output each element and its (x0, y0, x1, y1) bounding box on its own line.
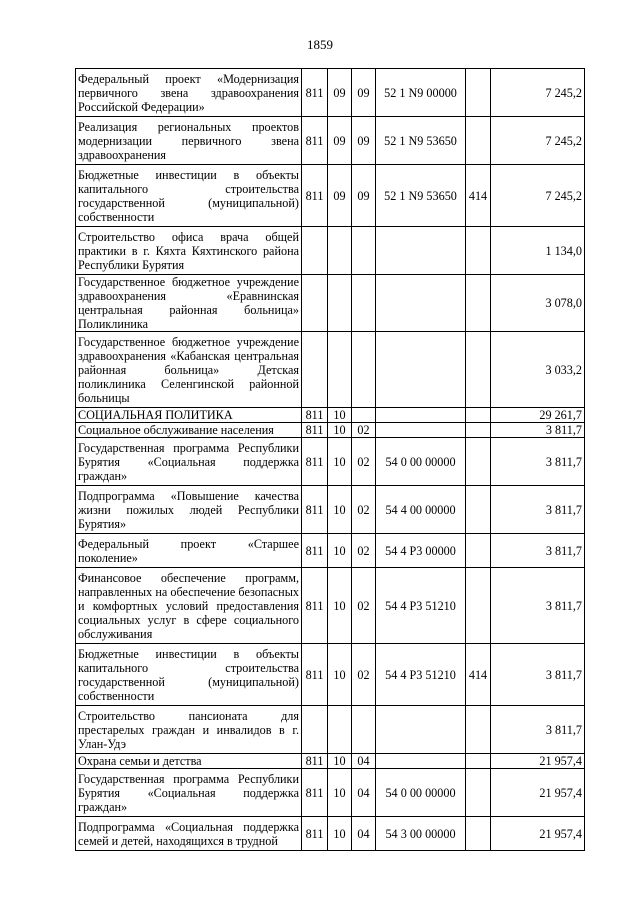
expense-type-code (466, 423, 491, 438)
amount: 21 957,4 (491, 769, 585, 817)
target-article-code (376, 423, 466, 438)
subsection-code: 04 (352, 754, 376, 769)
amount: 1 134,0 (491, 227, 585, 275)
target-article-code: 52 1 N9 00000 (376, 69, 466, 117)
table-row (76, 754, 585, 769)
expense-type-code (466, 706, 491, 754)
item-name: Подпрограмма «Социальная поддержка семей и детей, находящихся в трудной (76, 817, 302, 851)
section-code: 09 (328, 165, 352, 227)
table-row (76, 408, 585, 423)
admin-code (302, 706, 328, 754)
expense-type-code: 414 (466, 644, 491, 706)
admin-code: 811 (302, 69, 328, 117)
item-name: Строительство пансионата для престарелых граждан и инвалидов в г. Улан-Удэ (76, 706, 302, 754)
expense-type-code (466, 534, 491, 568)
amount: 7 245,2 (491, 165, 585, 227)
item-name: Государственная программа Республики Бурятия «Социальная поддержка граждан» (76, 769, 302, 817)
section-code: 10 (328, 568, 352, 644)
budget-table (75, 68, 585, 851)
target-article-code (376, 408, 466, 423)
target-article-code (376, 275, 466, 332)
subsection-code: 04 (352, 817, 376, 851)
section-code: 10 (328, 486, 352, 534)
section-code: 10 (328, 644, 352, 706)
expense-type-code: 414 (466, 165, 491, 227)
table-row (76, 423, 585, 438)
section-code: 10 (328, 754, 352, 769)
expense-type-code (466, 69, 491, 117)
section-code (328, 706, 352, 754)
subsection-code (352, 332, 376, 408)
section-code (328, 275, 352, 332)
target-article-code (376, 227, 466, 275)
section-code: 10 (328, 769, 352, 817)
target-article-code: 52 1 N9 53650 (376, 117, 466, 165)
admin-code: 811 (302, 754, 328, 769)
amount: 7 245,2 (491, 117, 585, 165)
amount: 3 811,7 (491, 486, 585, 534)
table-row (76, 117, 585, 165)
subsection-code: 09 (352, 165, 376, 227)
admin-code: 811 (302, 644, 328, 706)
admin-code: 811 (302, 438, 328, 486)
admin-code: 811 (302, 423, 328, 438)
amount: 21 957,4 (491, 817, 585, 851)
amount: 29 261,7 (491, 408, 585, 423)
table-row (76, 534, 585, 568)
admin-code: 811 (302, 486, 328, 534)
amount: 3 078,0 (491, 275, 585, 332)
subsection-code: 02 (352, 534, 376, 568)
amount: 21 957,4 (491, 754, 585, 769)
amount: 3 811,7 (491, 706, 585, 754)
table-row (76, 227, 585, 275)
target-article-code (376, 332, 466, 408)
admin-code: 811 (302, 165, 328, 227)
target-article-code: 54 0 00 00000 (376, 438, 466, 486)
admin-code: 811 (302, 568, 328, 644)
amount: 3 811,7 (491, 568, 585, 644)
admin-code: 811 (302, 534, 328, 568)
admin-code (302, 332, 328, 408)
item-name: Бюджетные инвестиции в объекты капитального строительства государственной (муниципальной) собственности (76, 165, 302, 227)
section-code: 10 (328, 534, 352, 568)
item-name: СОЦИАЛЬНАЯ ПОЛИТИКА (76, 408, 302, 423)
expense-type-code (466, 486, 491, 534)
admin-code: 811 (302, 117, 328, 165)
item-name: Реализация региональных проектов модернизации первичного звена здравоохранения (76, 117, 302, 165)
expense-type-code (466, 769, 491, 817)
table-row (76, 769, 585, 817)
expense-type-code (466, 568, 491, 644)
section-code: 09 (328, 69, 352, 117)
item-name: Охрана семьи и детства (76, 754, 302, 769)
subsection-code (352, 706, 376, 754)
table-row (76, 332, 585, 408)
amount: 3 811,7 (491, 423, 585, 438)
item-name: Государственная программа Республики Бурятия «Социальная поддержка граждан» (76, 438, 302, 486)
item-name: Государственное бюджетное учреждение здравоохранения «Еравнинская центральная районная больница» Поликлиника (76, 275, 302, 332)
admin-code: 811 (302, 817, 328, 851)
table-row (76, 165, 585, 227)
subsection-code: 09 (352, 69, 376, 117)
target-article-code (376, 754, 466, 769)
page-number: 1859 (307, 37, 333, 52)
amount: 3 811,7 (491, 534, 585, 568)
item-name: Социальное обслуживание населения (76, 423, 302, 438)
expense-type-code (466, 117, 491, 165)
target-article-code: 54 0 00 00000 (376, 769, 466, 817)
table-row (76, 486, 585, 534)
section-code (328, 227, 352, 275)
subsection-code: 02 (352, 644, 376, 706)
amount: 3 033,2 (491, 332, 585, 408)
target-article-code: 54 4 P3 51210 (376, 568, 466, 644)
table-row (76, 706, 585, 754)
table-row (76, 69, 585, 117)
item-name: Федеральный проект «Модернизация первичного звена здравоохранения Российской Федерации» (76, 69, 302, 117)
expense-type-code (466, 438, 491, 486)
admin-code (302, 275, 328, 332)
table-row (76, 817, 585, 851)
expense-type-code (466, 408, 491, 423)
table-row (76, 568, 585, 644)
expense-type-code (466, 332, 491, 408)
target-article-code: 54 4 P3 00000 (376, 534, 466, 568)
section-code: 10 (328, 408, 352, 423)
item-name: Строительство офиса врача общей практики в г. Кяхта Кяхтинского района Республики Бурятия (76, 227, 302, 275)
subsection-code (352, 275, 376, 332)
amount: 3 811,7 (491, 644, 585, 706)
target-article-code (376, 706, 466, 754)
subsection-code: 04 (352, 769, 376, 817)
expense-type-code (466, 754, 491, 769)
subsection-code: 02 (352, 486, 376, 534)
section-code: 10 (328, 438, 352, 486)
subsection-code: 02 (352, 423, 376, 438)
subsection-code: 02 (352, 568, 376, 644)
item-name: Финансовое обеспечение программ, направленных на обеспечение безопасных и комфортных условий предоставления социальных услуг в сфере социального обслуживания (76, 568, 302, 644)
section-code (328, 332, 352, 408)
expense-type-code (466, 227, 491, 275)
subsection-code: 02 (352, 438, 376, 486)
table-row (76, 275, 585, 332)
target-article-code: 54 4 P3 51210 (376, 644, 466, 706)
table-row (76, 644, 585, 706)
section-code: 10 (328, 817, 352, 851)
target-article-code: 54 4 00 00000 (376, 486, 466, 534)
target-article-code: 52 1 N9 53650 (376, 165, 466, 227)
section-code: 10 (328, 423, 352, 438)
admin-code: 811 (302, 769, 328, 817)
item-name: Федеральный проект «Старшее поколение» (76, 534, 302, 568)
admin-code: 811 (302, 408, 328, 423)
subsection-code (352, 408, 376, 423)
amount: 7 245,2 (491, 69, 585, 117)
table-body (76, 69, 585, 851)
expense-type-code (466, 817, 491, 851)
item-name: Государственное бюджетное учреждение здравоохранения «Кабанская центральная районная больница» Детская поликлиника Селенгинской районной больницы (76, 332, 302, 408)
item-name: Бюджетные инвестиции в объекты капитального строительства государственной (муниципальной) собственности (76, 644, 302, 706)
table-row (76, 438, 585, 486)
item-name: Подпрограмма «Повышение качества жизни пожилых людей Республики Бурятия» (76, 486, 302, 534)
amount: 3 811,7 (491, 438, 585, 486)
subsection-code: 09 (352, 117, 376, 165)
subsection-code (352, 227, 376, 275)
admin-code (302, 227, 328, 275)
target-article-code: 54 3 00 00000 (376, 817, 466, 851)
expense-type-code (466, 275, 491, 332)
section-code: 09 (328, 117, 352, 165)
